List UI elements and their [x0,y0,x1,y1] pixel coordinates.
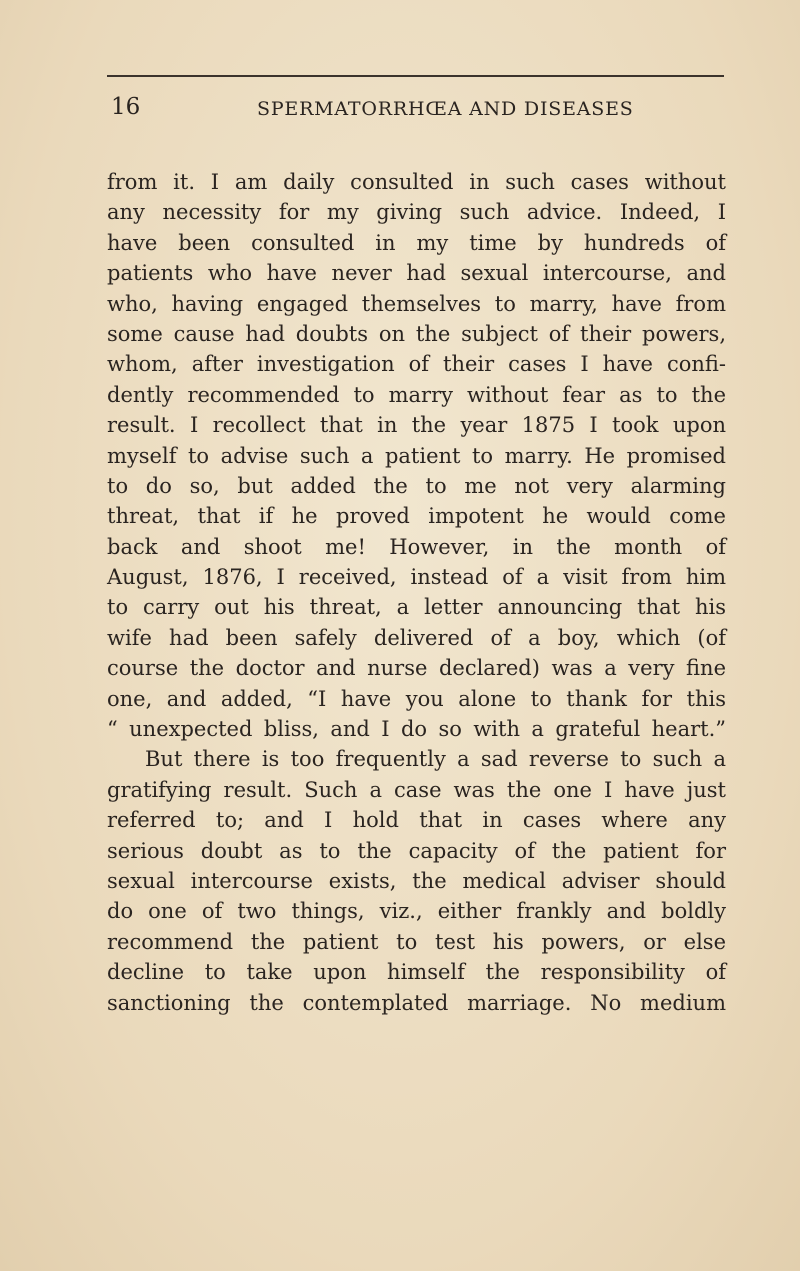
header-rule [107,75,724,77]
text-line: result. I recollect that in the year 1875 I took upon [107,413,726,438]
text-line: gratifying result. Such a case was the one I have just [107,777,726,802]
text-line: August, 1876, I received, instead of a visit from him [107,565,726,590]
text-line: have been consulted in my time by hundreds of [107,230,726,255]
running-head: SPERMATORRHŒA AND DISEASES [257,98,634,120]
text-line: who, having engaged themselves to marry, have from [107,291,726,316]
text-line: patients who have never had sexual intercourse, and [107,261,726,286]
page-number: 16 [111,94,141,120]
text-line: back and shoot me! However, in the month of [107,534,726,559]
text-line: referred to; and I hold that in cases where any [107,808,726,833]
text-line: “ unexpected bliss, and I do so with a grateful heart.” [107,717,726,742]
text-line-paragraph-start: But there is too frequently a sad reverse to such a [145,747,726,772]
page-header [107,92,724,124]
text-line: course the doctor and nurse declared) was a very fine [107,656,726,681]
text-line: recommend the patient to test his powers, or else [107,929,726,954]
text-line: from it. I am daily consulted in such cases without [107,170,726,194]
text-line: do one of two things, viz., either frankly and boldly [107,899,726,924]
text-line: one, and added, “I have you alone to thank for this [107,686,726,711]
text-line: threat, that if he proved impotent he would come [107,504,726,529]
text-line: myself to advise such a patient to marry. He promised [107,443,726,468]
text-line: some cause had doubts on the subject of their powers, [107,321,726,346]
text-line: decline to take upon himself the responsibility of [107,960,726,985]
text-line: dently recommended to marry without fear as to the [107,382,726,407]
body-text [107,167,726,1018]
text-line: wife had been safely delivered of a boy, which (of [107,625,726,650]
text-line: serious doubt as to the capacity of the patient for [107,838,726,863]
text-line: any necessity for my giving such advice. Indeed, I [107,200,726,225]
text-line: sexual intercourse exists, the medical adviser should [107,868,726,893]
text-line: sanctioning the contemplated marriage. No medium [107,990,726,1015]
text-line: whom, after investigation of their cases I have confi- [107,352,726,377]
text-line: to do so, but added the to me not very alarming [107,473,726,498]
text-line: to carry out his threat, a letter announcing that his [107,595,726,620]
